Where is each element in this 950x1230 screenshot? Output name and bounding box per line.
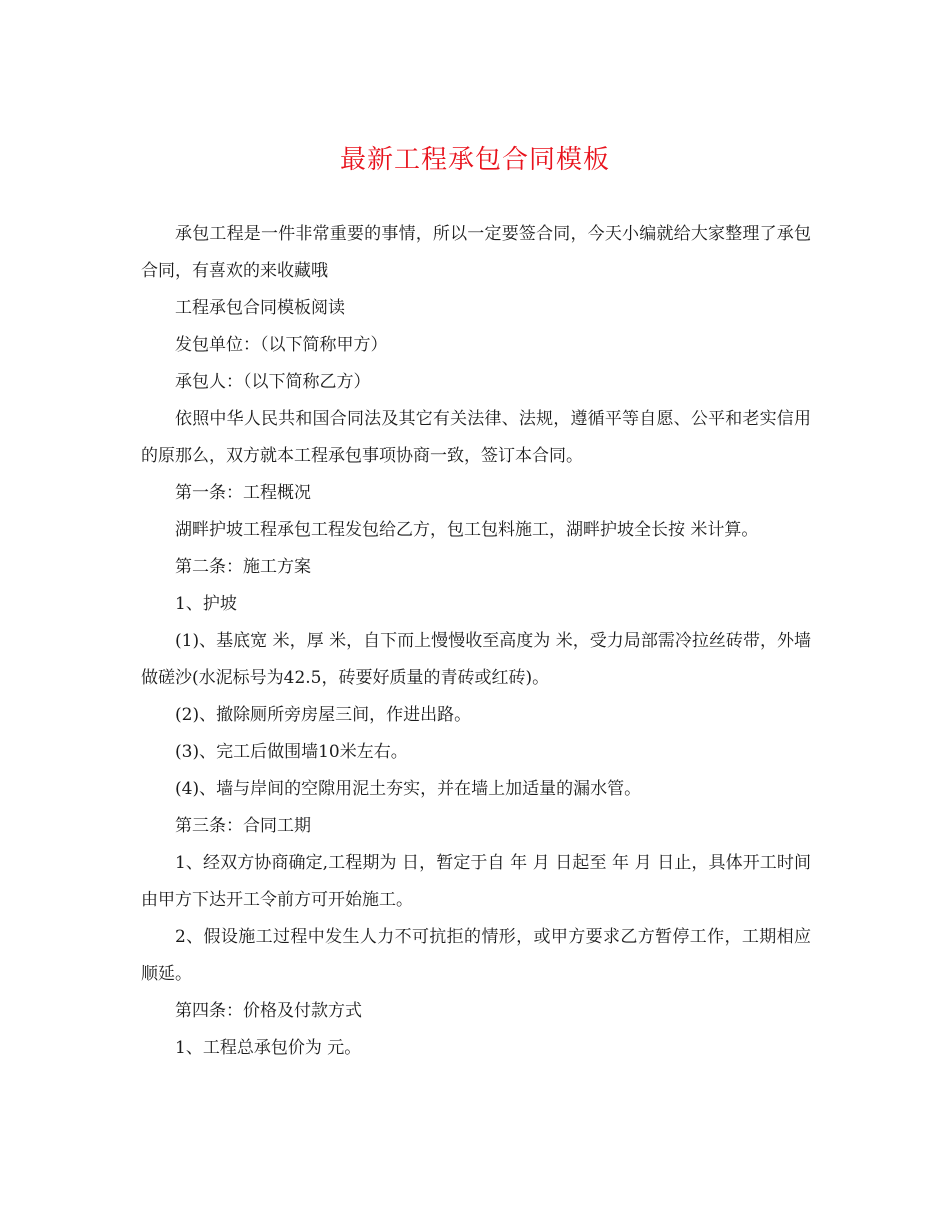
document-body: [141, 216, 811, 1067]
heading-article-3: 第三条：合同工期: [175, 816, 311, 836]
paragraph-intro: 承包工程是一件非常重要的事情，所以一定要签合同，今天小编就给大家整理了承包合同，有喜欢的来收藏哦: [141, 224, 811, 281]
paragraph-preamble: 依照中华人民共和国合同法及其它有关法律、法规，遵循平等自愿、公平和老实信用的原那么，双方就本工程承包事项协商一致，签订本合同。: [141, 409, 811, 466]
paragraph-article-3-item-2: 2、假设施工过程中发生人力不可抗拒的情形，或甲方要求乙方暂停工作，工期相应顺延。: [141, 927, 811, 984]
document-title: 最新工程承包合同模板: [339, 145, 610, 175]
paragraph-subitem-3: (3)、完工后做围墙10米左右。: [175, 742, 408, 762]
heading-article-4: 第四条：价格及付款方式: [175, 1001, 362, 1021]
paragraph-article-1-text: 湖畔护坡工程承包工程发包给乙方，包工包料施工，湖畔护坡全长按 米计算。: [175, 520, 759, 540]
paragraph-item-slope: 1、护坡: [175, 594, 237, 614]
heading-article-1: 第一条：工程概况: [175, 483, 311, 503]
paragraph-subtitle: 工程承包合同模板阅读: [175, 298, 345, 318]
paragraph-contractor: 承包人：（以下简称乙方）: [175, 372, 371, 392]
paragraph-subitem-4: (4)、墙与岸间的空隙用泥土夯实，并在墙上加适量的漏水管。: [175, 779, 642, 799]
paragraph-subitem-2: (2)、撤除厕所旁房屋三间，作进出路。: [175, 705, 472, 725]
paragraph-employer: 发包单位：（以下简称甲方）: [175, 335, 388, 355]
paragraph-subitem-1: (1)、基底宽 米，厚 米，自下而上慢慢收至高度为 米，受力局部需冷拉丝砖带，外墙做磋沙(水泥标号为42.5，砖要好质量的青砖或红砖)。: [141, 631, 811, 688]
paragraph-article-4-item-1: 1、工程总承包价为 元。: [175, 1038, 362, 1058]
heading-article-2: 第二条：施工方案: [175, 557, 311, 577]
paragraph-article-3-item-1: 1、经双方协商确定,工程期为 日，暂定于自 年 月 日起至 年 月 日止，具体开工时间由甲方下达开工令前方可开始施工。: [141, 853, 811, 910]
